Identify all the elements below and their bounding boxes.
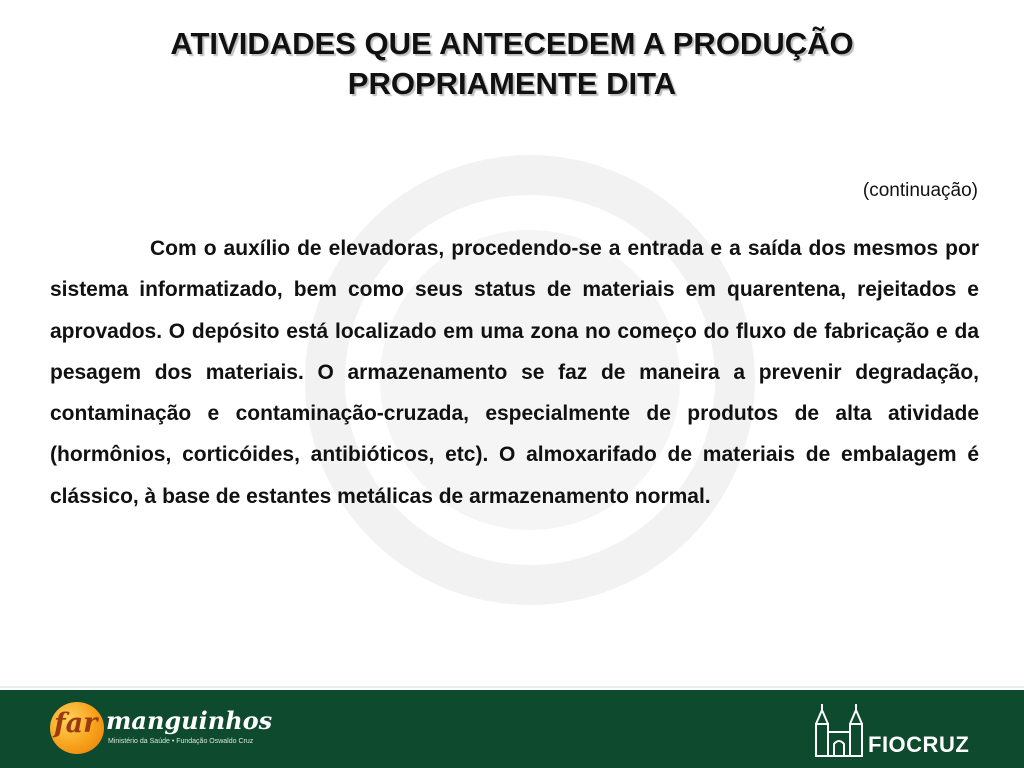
fiocruz-text: FIOCRUZ <box>868 732 970 757</box>
farmanguinhos-caption: Ministério da Saúde • Fundação Oswaldo Cruz <box>108 738 254 745</box>
footer-divider <box>0 686 1024 688</box>
continuation-label: (continuação) <box>862 180 978 201</box>
title-line-1: ATIVIDADES QUE ANTECEDEM A PRODUÇÃO <box>170 26 854 61</box>
page-title <box>40 24 984 104</box>
title-line-2: PROPRIAMENTE DITA <box>347 66 677 101</box>
castle-icon <box>812 702 866 758</box>
farmanguinhos-brand: manguinhos <box>106 706 273 735</box>
farmanguinhos-prefix: far <box>54 708 98 739</box>
farmanguinhos-logo <box>50 700 273 756</box>
fiocruz-logo <box>812 702 982 760</box>
body-paragraph: Com o auxílio de elevadoras, procedendo-se a entrada e a saída dos mesmos por sistema informatizado, bem como seus status de materiais em quarentena, rejeitados e aprovados. O depósito está localizado em uma zona no começo do fluxo de fabricação e da pesagem dos materiais. O armazenamento se faz de maneira a prevenir degradação, contaminação e contaminação-cruzada, especialmente de produtos de alta atividade (hormônios, corticóides, antibióticos, etc). O almoxarifado de materiais de embalagem é clássico, à base de estantes metálicas de armazenamento normal. <box>50 237 979 508</box>
